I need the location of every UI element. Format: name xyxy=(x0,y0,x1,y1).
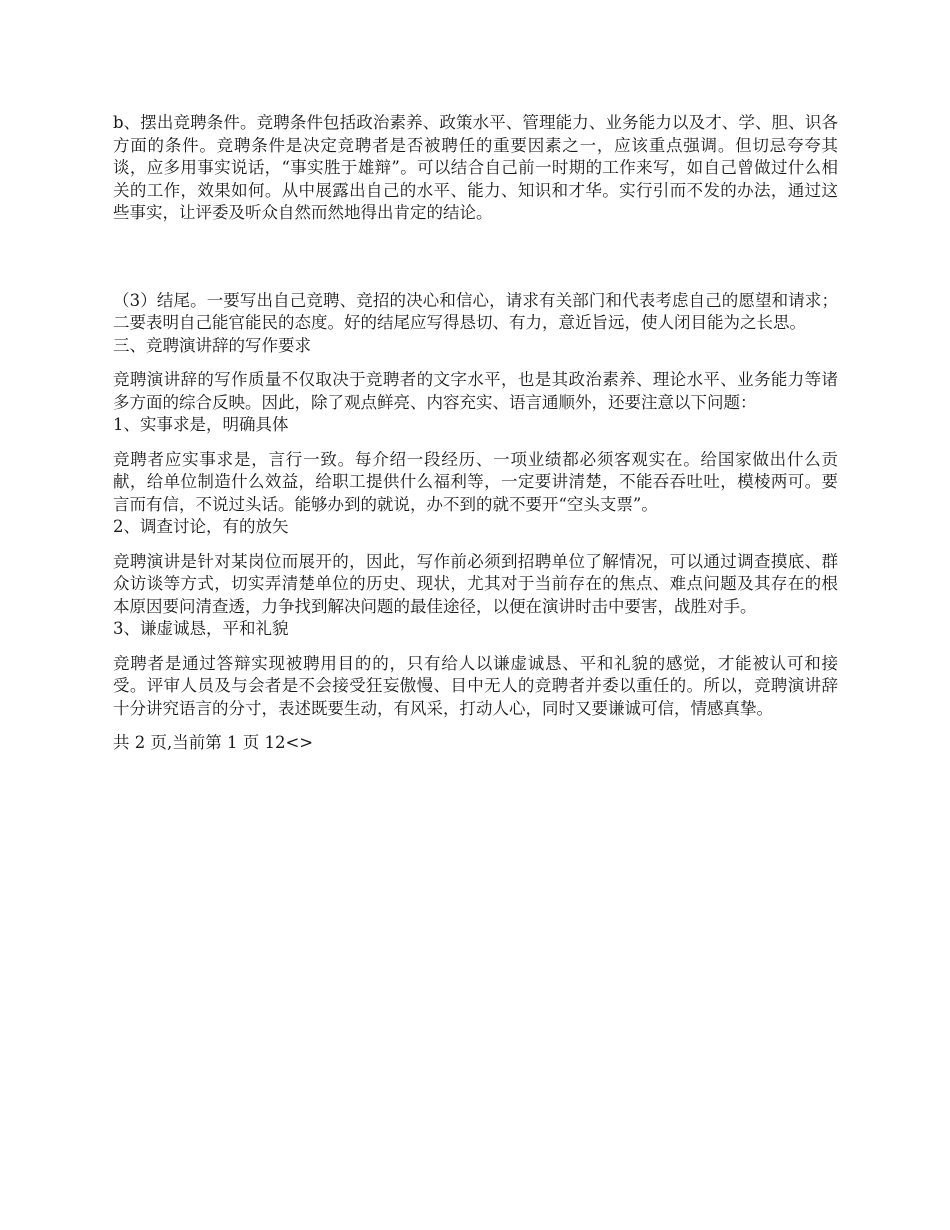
paragraph-requirements-intro: 竞聘演讲辞的写作质量不仅取决于竞聘者的文字水平，也是其政治素养、理论水平、业务能力等诸多方面的综合反映。因此，除了观点鲜亮、内容充实、语言通顺外，还要注意以下问题： xyxy=(113,370,838,412)
page-1-link[interactable]: 1 xyxy=(264,733,275,752)
paragraph-conditions: b、摆出竞聘条件。竞聘条件包括政治素养、政策水平、管理能力、业务能力以及才、学、胆、识各方面的条件。竞聘条件是决定竞聘者是否被聘任的重要因素之一，应该重点强调。但切忌夸夸其谈，应多用事实说话，“事实胜于雄辩”。可以结合自己前一时期的工作来写，如自己曾做过什么相关的工作，效果如何。从中展露出自己的水平、能力、知识和才华。实行引而不发的办法，通过这些事实，让评委及听众自然而然地得出肯定的结论。 xyxy=(113,113,838,222)
subheading-modesty: 3、谦虚诚恳，平和礼貌 xyxy=(113,619,289,638)
paragraph-modesty: 竞聘者是通过答辩实现被聘用目的的，只有给人以谦虚诚恳、平和礼貌的感觉，才能被认可和接受。评审人员及与会者是不会接受狂妄傲慢、目中无人的竞聘者并委以重任的。所以，竞聘演讲辞十分讲究语言的分寸，表述既要生动，有风采，打动人心，同时又要谦诚可信，情感真挚。 xyxy=(113,653,838,718)
pagination-summary: 共 2 页,当前第 1 页 xyxy=(113,733,265,752)
paragraph-research: 竞聘演讲是针对某岗位而展开的，因此，写作前必须到招聘单位了解情况，可以通过调查摸底、群众访谈等方式，切实弄清楚单位的历史、现状，尤其对于当前存在的焦点、难点问题及其存在的根本原因要问清查透，力争找到解决问题的最佳途径，以便在演讲时击中要害，战胜对手。 xyxy=(113,551,838,616)
section-heading-requirements: 三、竞聘演讲辞的写作要求 xyxy=(113,335,311,355)
paragraph-ending: （3）结尾。一要写出自己竞聘、竞招的决心和信心，请求有关部门和代表考虑自己的愿望和请求；二要表明自己能官能民的态度。好的结尾应写得恳切、有力，意近旨远，使人闭目能为之长思。 xyxy=(113,290,838,332)
page-2-link[interactable]: 2 xyxy=(274,733,286,752)
subheading-research: 2、调查讨论，有的放矢 xyxy=(113,517,289,536)
paragraph-factual: 竞聘者应实事求是，言行一致。每介绍一段经历、一项业绩都必须客观实在。给国家做出什么贡献，给单位制造什么效益，给职工提供什么福利等，一定要讲清楚，不能吞吞吐吐，模棱两可。要言而有信，不说过头话。能够办到的就说，办不到的就不要开“空头支票”。 xyxy=(113,449,838,514)
pagination xyxy=(113,732,838,755)
document-page xyxy=(113,112,838,755)
prev-page-link[interactable]: < xyxy=(285,733,300,752)
subheading-factual: 1、实事求是，明确具体 xyxy=(113,415,289,434)
next-page-link[interactable]: > xyxy=(299,733,314,752)
